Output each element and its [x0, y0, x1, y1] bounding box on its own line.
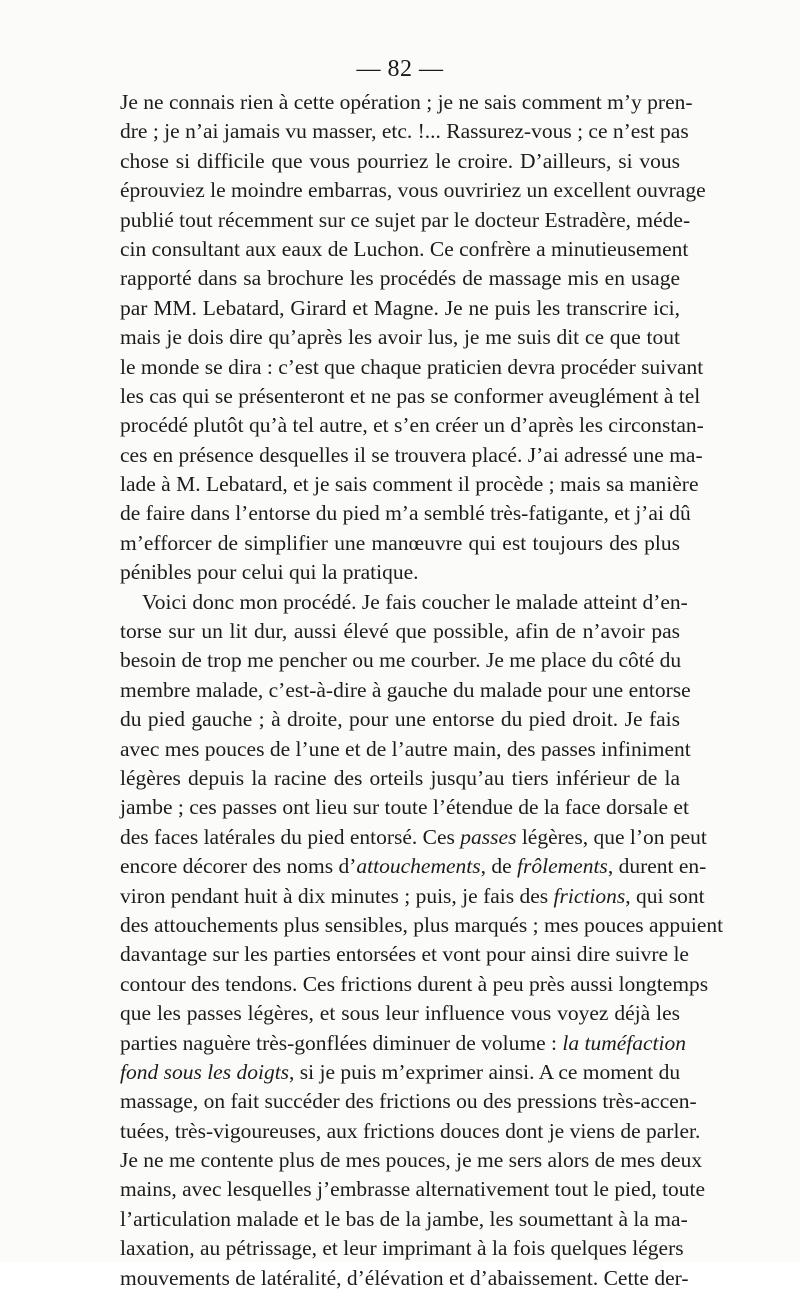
- text-line: pénibles pour celui qui la pratique.: [120, 560, 419, 585]
- text-line: de faire dans l’entorse du pied m’a semblé très-fatigante, et j’ai dû: [120, 501, 691, 526]
- text-line: du pied gauche ; à droite, pour une entorse du pied droit. Je fais: [120, 707, 680, 732]
- text-line: fond sous les doigts, si je puis m’exprimer ainsi. A ce moment du: [120, 1059, 681, 1084]
- text-line: l’articulation malade et le bas de la jambe, les soumettant à la ma-: [120, 1206, 688, 1231]
- text-line: légères depuis la racine des orteils jusqu’au tiers inférieur de la: [120, 765, 680, 790]
- text-line: procédé plutôt qu’à tel autre, et s’en créer un d’après les circonstan-: [120, 413, 704, 438]
- text-line: torse sur un lit dur, aussi élevé que possible, afin de n’avoir pas: [120, 619, 680, 644]
- text-line: chose si difficile que vous pourriez le croire. D’ailleurs, si vous: [120, 148, 680, 173]
- text-line: jambe ; ces passes ont lieu sur toute l’étendue de la face dorsale et: [120, 795, 689, 820]
- body-text: [120, 88, 724, 1293]
- text-line: avec mes pouces de l’une et de l’autre main, des passes infiniment: [120, 736, 691, 761]
- italic-term: attouchements: [356, 854, 481, 879]
- text-line: tuées, très-vigoureuses, aux frictions douces dont je viens de parler.: [120, 1118, 701, 1143]
- text-line: rapporté dans sa brochure les procédés de massage mis en usage: [120, 266, 680, 291]
- text-line: contour des tendons. Ces frictions durent à peu près aussi longtemps: [120, 971, 709, 996]
- text-line: dre ; je n’ai jamais vu masser, etc. !... Rassurez-vous ; ce n’est pas: [120, 119, 689, 144]
- italic-term: la tuméfaction: [562, 1030, 686, 1055]
- italic-term: frictions: [553, 883, 626, 908]
- text-line: des faces latérales du pied entorsé. Ces passes légères, que l’on peut: [120, 824, 707, 849]
- text-line: éprouviez le moindre embarras, vous ouvririez un excellent ouvrage: [120, 178, 706, 203]
- text-line: mais je dois dire qu’après les avoir lus, je me suis dit ce que tout: [120, 325, 680, 350]
- text-line: les cas qui se présenteront et ne pas se conformer aveuglément à tel: [120, 383, 701, 408]
- text-line: Je ne me contente plus de mes pouces, je me sers alors de mes deux: [120, 1148, 703, 1173]
- text-line: viron pendant huit à dix minutes ; puis, je fais des frictions, qui sont: [120, 883, 705, 908]
- text-line: m’efforcer de simplifier une manœuvre qui est toujours des plus: [120, 530, 680, 555]
- text-line: besoin de trop me pencher ou me courber. Je me place du côté du: [120, 648, 682, 673]
- text-line: Je ne connais rien à cette opération ; je ne sais comment m’y pren-: [120, 90, 693, 114]
- text-line: ces en présence desquelles il se trouvera placé. J’ai adressé une ma-: [120, 442, 703, 467]
- text-line: laxation, au pétrissage, et leur imprimant à la fois quelques légers: [120, 1236, 684, 1261]
- text-line: membre malade, c’est-à-dire à gauche du malade pour une entorse: [120, 677, 691, 702]
- page-number: — 82 —: [356, 56, 444, 82]
- text-line: publié tout récemment sur ce sujet par le docteur Estradère, méde-: [120, 207, 691, 232]
- italic-term: fond sous les doigts: [120, 1059, 290, 1084]
- text-line: lade à M. Lebatard, et je sais comment il procède ; mais sa manière: [120, 472, 699, 497]
- text-line: mains, avec lesquelles j’embrasse alternativement tout le pied, toute: [120, 1177, 706, 1202]
- text-line: mouvements de latéralité, d’élévation et d’abaissement. Cette der-: [120, 1265, 689, 1290]
- text-line: encore décorer des noms d’attouchements, de frôlements, durent en-: [120, 854, 707, 879]
- text-line: par MM. Lebatard, Girard et Magne. Je ne puis les transcrire ici,: [120, 295, 680, 320]
- text-line: parties naguère très-gonflées diminuer de volume : la tuméfaction: [120, 1030, 686, 1055]
- text-line: Voici donc mon procédé. Je fais coucher le malade atteint d’en-: [142, 589, 688, 614]
- italic-term: frôlements: [517, 854, 608, 879]
- text-line: que les passes légères, et sous leur influence vous voyez déjà les: [120, 1001, 680, 1026]
- text-line: le monde se dira : c’est que chaque praticien devra procéder suivant: [120, 354, 704, 379]
- text-line: massage, on fait succéder des frictions ou des pressions très-accen-: [120, 1089, 697, 1114]
- italic-term: passes: [460, 824, 517, 849]
- text-line: cin consultant aux eaux de Luchon. Ce confrère a minutieusement: [120, 236, 689, 261]
- text-line: davantage sur les parties entorsées et vont pour ainsi dire suivre le: [120, 942, 689, 967]
- text-line: des attouchements plus sensibles, plus marqués ; mes pouces appuient: [120, 912, 724, 937]
